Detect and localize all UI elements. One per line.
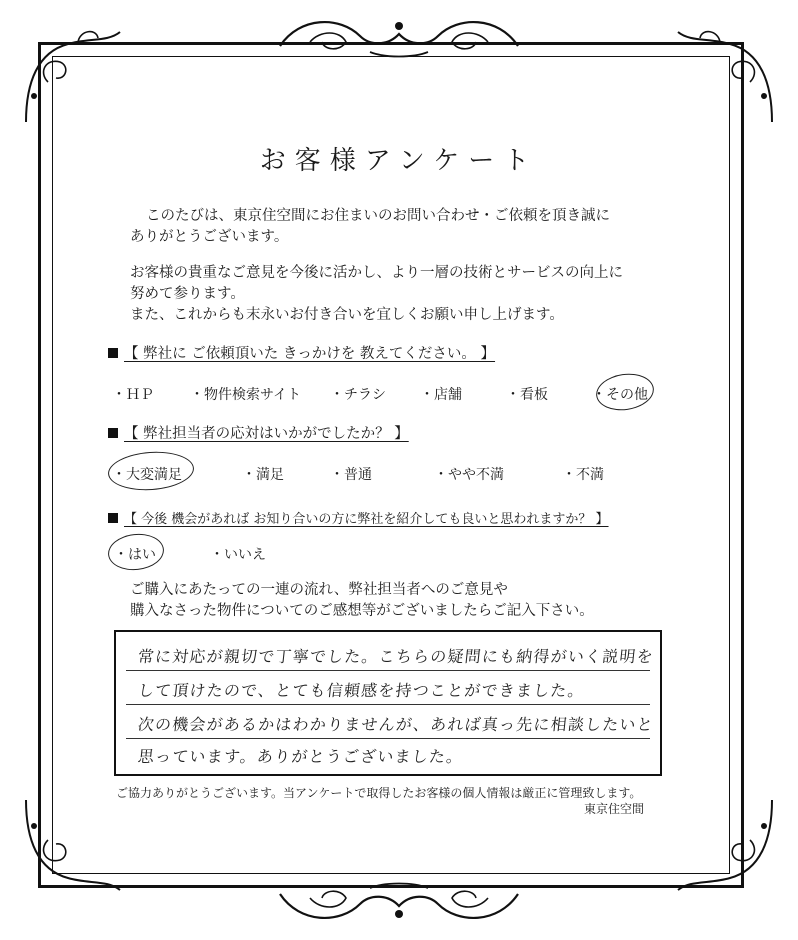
q1-option-signboard[interactable]: ・看板: [506, 387, 548, 403]
handwritten-comment-line-2: して頂けたので、とても信頼感を持つことができました。: [136, 681, 586, 700]
question-3-label: 【 今後 機会があれば お知り合いの方に弊社を紹介しても良いと思われますか？ 】: [124, 512, 609, 527]
q1-option-store[interactable]: ・店舗: [420, 387, 462, 403]
comment-prompt-line-2: 購入なさった物件についてのご感想等がございましたらご記入下さい。: [130, 603, 594, 619]
q1-option-hp[interactable]: ・ＨＰ: [112, 387, 154, 403]
q3-option-no[interactable]: ・いいえ: [210, 547, 266, 563]
comment-prompt-line-1: ご購入にあたっての一連の流れ、弊社担当者へのご意見や: [130, 582, 508, 598]
intro-line-2: ありがとうございます。: [130, 229, 289, 245]
q2-option-average[interactable]: ・普通: [330, 467, 372, 483]
intro-line-1: このたびは、東京住空間にお住まいのお問い合わせ・ご依頼を頂き誠に: [146, 208, 610, 224]
q1-option-flyer[interactable]: ・チラシ: [330, 387, 386, 403]
bullet-square-icon: [108, 428, 118, 438]
handwritten-comment-line-4: 思っています。ありがとうございました。: [136, 747, 465, 766]
q1-option-property-site[interactable]: ・物件検索サイト: [190, 387, 302, 403]
q3-option-yes[interactable]: ・はい: [114, 547, 156, 563]
top-left-corner-ornament: [18, 22, 128, 132]
survey-title: お客様アンケート: [259, 146, 539, 176]
q1-option-other[interactable]: ・その他: [592, 387, 648, 403]
bottom-right-corner-ornament: [670, 790, 780, 900]
top-right-corner-ornament: [670, 22, 780, 132]
handwritten-comment-line-3: 次の機会があるかはわかりませんが、あれば真っ先に相談したいと: [136, 715, 655, 734]
privacy-footer-note: ご協力ありがとうございます。当アンケートで取得したお客様の個人情報は厳正に管理致します。: [116, 786, 642, 800]
comment-ruled-line: [126, 738, 650, 739]
intro-line-4: 努めて参ります。: [130, 286, 245, 302]
bullet-square-icon: [108, 348, 118, 358]
q2-option-satisfied[interactable]: ・満足: [242, 467, 284, 483]
question-1: [108, 342, 495, 363]
question-1-label: 【 弊社に ご依頼頂いた きっかけを 教えてください。 】: [124, 346, 496, 362]
q2-option-dissatisfied[interactable]: ・不満: [562, 467, 604, 483]
handwritten-comment-line-1: 常に対応が親切で丁寧でした。こちらの疑問にも納得がいく説明を: [136, 647, 655, 666]
bottom-flourish-ornament: [270, 880, 528, 930]
question-2-label: 【 弊社担当者の応対はいかがでしたか？ 】: [124, 426, 409, 442]
comment-ruled-line: [126, 670, 650, 671]
bullet-square-icon: [108, 513, 118, 523]
q2-option-somewhat-dissatisfied[interactable]: ・やや不満: [434, 467, 504, 483]
comment-box[interactable]: [114, 630, 662, 776]
bottom-left-corner-ornament: [18, 790, 128, 900]
question-2: [108, 422, 409, 443]
q2-option-very-satisfied[interactable]: ・大変満足: [112, 467, 182, 483]
intro-line-3: お客様の貴重なご意見を今後に活かし、より一層の技術とサービスの向上に: [130, 265, 623, 281]
intro-line-5: また、これからも末永いお付き合いを宜しくお願い申し上げます。: [130, 307, 564, 323]
company-name: 東京住空間: [584, 802, 645, 816]
top-flourish-ornament: [270, 12, 528, 60]
comment-ruled-line: [126, 704, 650, 705]
question-3: [108, 508, 609, 527]
